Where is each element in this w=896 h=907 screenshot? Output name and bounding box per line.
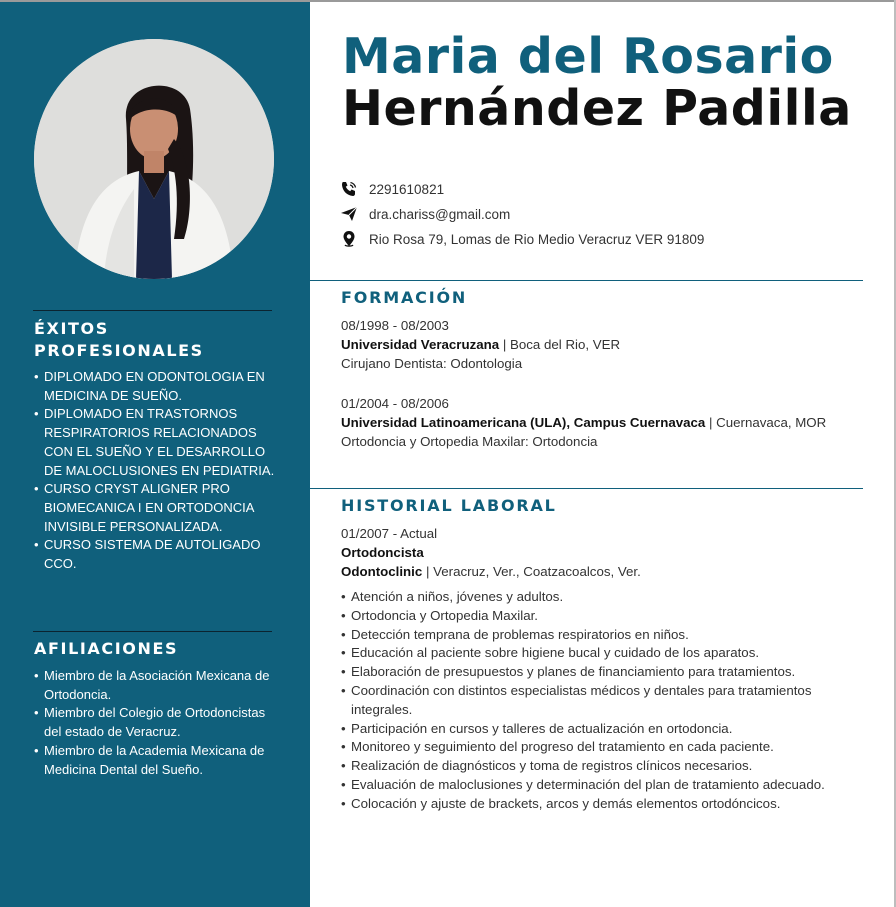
list-item: • Elaboración de presupuestos y planes de financiamiento para tratamientos. [341,663,871,682]
job-company: Odontoclinic [341,564,423,579]
afiliaciones-list [34,667,279,779]
job-company-line [341,562,641,581]
list-item: • Miembro de la Asociación Mexicana de Ortodoncia. [34,667,279,704]
job-dates: 01/2007 - Actual [341,526,438,541]
formacion-heading: FORMACIÓN [341,288,468,307]
contact-phone [340,179,444,199]
edu-institution-line [341,335,620,354]
list-item: • DIPLOMADO EN TRASTORNOS RESPIRATORIOS RELACIONADOS CON EL SUEÑO Y EL DESARROLLO DE MALOCLUSIONES EN PEDIATRIA. [34,405,279,480]
duties-list [341,588,871,814]
list-item: • Detección temprana de problemas respiratorios en niños. [341,626,871,645]
list-item: • Ortodoncia y Ortopedia Maxilar. [341,607,871,626]
edu-location: | Cuernavaca, MOR [705,415,827,430]
location-pin-icon [340,230,358,248]
list-item: • Miembro de la Academia Mexicana de Medicina Dental del Sueño. [34,742,279,779]
afiliaciones-heading: AFILIACIONES [34,639,179,658]
phone-icon [340,180,358,198]
section-divider [310,280,863,281]
sidebar [0,2,310,907]
list-item: • Miembro del Colegio de Ortodoncistas del estado de Veracruz. [34,704,279,741]
edu-degree: Ortodoncia y Ortopedia Maxilar: Ortodoncia [341,434,598,449]
job-role [341,543,424,562]
list-item: • Atención a niños, jóvenes y adultos. [341,588,871,607]
address-text: Rio Rosa 79, Lomas de Rio Medio Veracruz VER 91809 [369,231,705,247]
name-first-line: Maria del Rosario [342,28,834,85]
list-item: • CURSO CRYST ALIGNER PRO BIOMECANICA I EN ORTODONCIA INVISIBLE PERSONALIZADA. [34,480,279,536]
exitos-list [34,368,279,574]
job-location: | Veracruz, Ver., Coatzacoalcos, Ver. [422,564,641,579]
edu-location: | Boca del Rio, VER [499,337,621,352]
contact-address [340,229,704,249]
list-item: • Coordinación con distintos especialistas médicos y dentales para tratamientos integrales. [341,682,871,720]
list-item: • CURSO SISTEMA DE AUTOLIGADO CCO. [34,536,279,573]
main-content [310,0,896,907]
contact-email [340,204,510,224]
list-item: • Participación en cursos y talleres de actualización en ortodoncia. [341,720,871,739]
list-item: • Evaluación de maloclusiones y determinación del plan de tratamiento adecuado. [341,776,871,795]
phone-text: 2291610821 [369,181,445,197]
edu-degree: Cirujano Dentista: Odontologia [341,356,523,371]
send-icon [340,205,358,223]
sidebar-divider [33,631,272,632]
edu-dates: 08/1998 - 08/2003 [341,318,449,333]
historial-heading: HISTORIAL LABORAL [341,496,557,515]
edu-institution: Universidad Latinoamericana (ULA), Campus Cuernavaca [341,415,706,430]
edu-institution-line [341,413,826,432]
list-item: • Realización de diagnósticos y toma de registros clínicos necesarios. [341,757,871,776]
section-divider [310,488,863,489]
edu-institution: Universidad Veracruzana [341,337,500,352]
job-role-text: Ortodoncista [341,545,424,560]
list-item: • DIPLOMADO EN ODONTOLOGIA EN MEDICINA DE SUEÑO. [34,368,279,405]
sidebar-divider [33,310,272,311]
email-text: dra.chariss@gmail.com [369,206,511,222]
list-item: • Educación al paciente sobre higiene bucal y cuidado de los aparatos. [341,644,871,663]
list-item: • Colocación y ajuste de brackets, arcos y demás elementos ortodóncicos. [341,795,871,814]
exitos-heading: ÉXITOS PROFESIONALES [34,319,204,360]
name-second-line: Hernández Padilla [342,80,852,137]
edu-dates: 01/2004 - 08/2006 [341,396,449,411]
profile-photo [34,39,274,279]
list-item: • Monitoreo y seguimiento del progreso del tratamiento en cada paciente. [341,738,871,757]
